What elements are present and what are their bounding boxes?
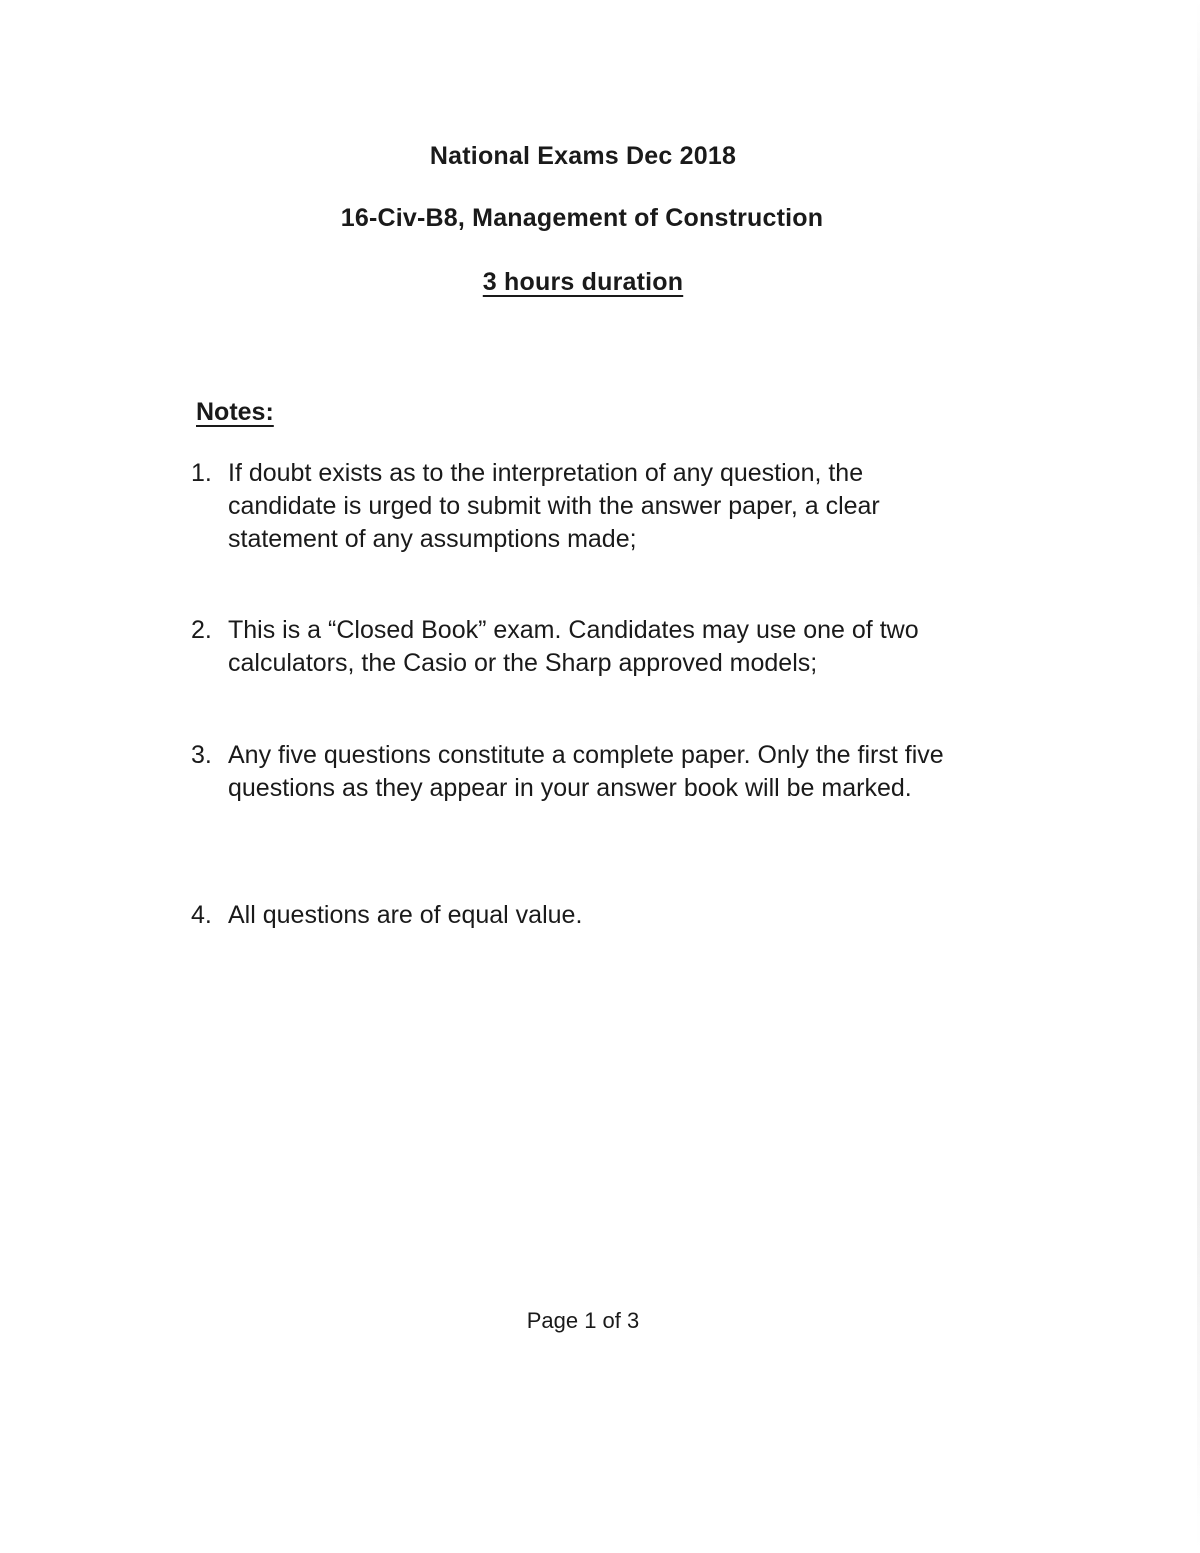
- notes-heading: Notes:: [196, 398, 274, 426]
- note-text: This is a “Closed Book” exam. Candidates may use one of two calculators, the Casio or the Sharp approved models;: [228, 616, 919, 677]
- course-title: 16-Civ-B8, Management of Construction: [340, 204, 824, 232]
- note-number: 4.: [191, 901, 212, 929]
- note-item: [191, 899, 991, 932]
- exam-title: National Exams Dec 2018: [429, 142, 737, 170]
- page-number: Page 1 of 3: [526, 1308, 640, 1333]
- note-number: 1.: [191, 459, 212, 487]
- note-text: All questions are of equal value.: [228, 901, 583, 929]
- note-number: 3.: [191, 741, 212, 769]
- exam-duration: [0, 268, 1183, 297]
- note-item: [191, 739, 991, 805]
- note-text: Any five questions constitute a complete paper. Only the first five questions as they appear in your answer book will be marked.: [228, 741, 944, 802]
- note-item: [191, 457, 991, 556]
- note-number: 2.: [191, 616, 212, 644]
- note-text: If doubt exists as to the interpretation of any question, the candidate is urged to submit with the answer paper, a clear statement of any assumptions made;: [228, 459, 880, 553]
- duration-text: 3 hours duration: [482, 268, 684, 296]
- note-item: [191, 614, 991, 680]
